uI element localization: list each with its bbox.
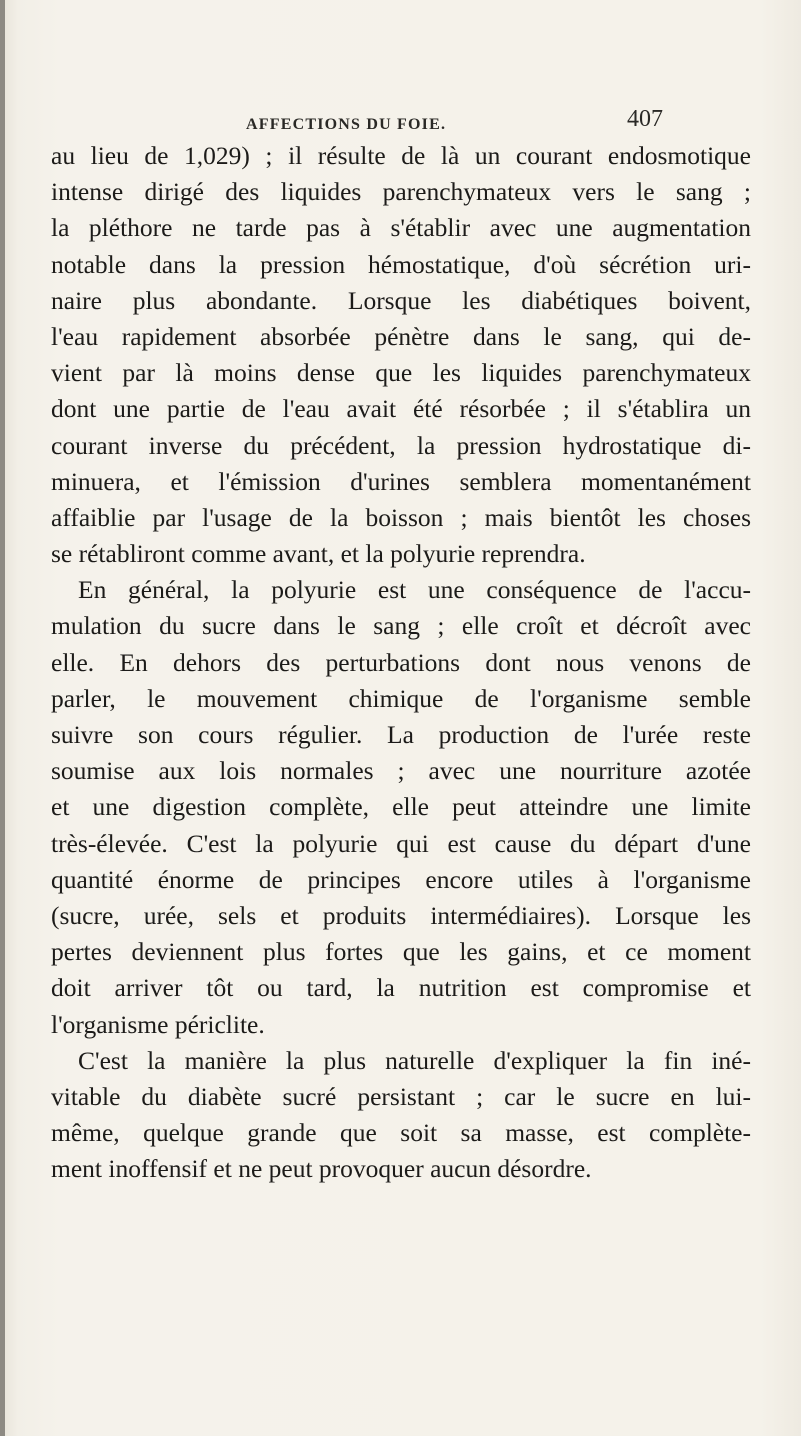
text-line: doit arriver tôt ou tard, la nutrition est compromise et xyxy=(51,973,751,1003)
text-line: dont une partie de l'eau avait été résorbée ; il s'établira un xyxy=(51,394,751,424)
text-line: affaiblie par l'usage de la boisson ; mais bientôt les choses xyxy=(51,502,751,532)
text-line: pertes deviennent plus fortes que les gains, et ce moment xyxy=(51,937,751,967)
text-line: elle. En dehors des perturbations dont nous venons de xyxy=(51,647,751,677)
text-line: et une digestion complète, elle peut atteindre une limite xyxy=(51,792,751,822)
text-line: En général, la polyurie est une conséquence de l'accu- xyxy=(78,575,751,605)
text-line: mulation du sucre dans le sang ; elle croît et décroît avec xyxy=(51,611,751,641)
text-line: (sucre, urée, sels et produits intermédiaires). Lorsque les xyxy=(51,900,751,930)
running-title: AFFECTIONS DU FOIE. xyxy=(246,116,447,133)
text-line: l'eau rapidement absorbée pénètre dans le sang, qui de- xyxy=(51,321,751,351)
text-line: parler, le mouvement chimique de l'organisme semble xyxy=(51,683,751,713)
text-line: la pléthore ne tarde pas à s'établir avec une augmentation xyxy=(51,213,751,243)
text-line: se rétabliront comme avant, et la polyurie reprendra. xyxy=(51,539,586,569)
text-line: quantité énorme de principes encore utiles à l'organisme xyxy=(51,864,751,894)
text-line: très-élevée. C'est la polyurie qui est cause du départ d'une xyxy=(51,828,751,858)
text-line: C'est la manière la plus naturelle d'expliquer la fin iné- xyxy=(78,1045,751,1075)
page-binding-edge xyxy=(0,0,5,1436)
text-line: minuera, et l'émission d'urines semblera momentanément xyxy=(51,466,751,496)
text-line: suivre son cours régulier. La production de l'urée reste xyxy=(51,720,751,749)
text-line: soumise aux lois normales ; avec une nourriture azotée xyxy=(51,756,751,786)
text-line: vient par là moins dense que les liquides parenchymateux xyxy=(51,358,751,388)
text-line: au lieu de 1,029) ; il résulte de là un courant endosmotique xyxy=(51,141,751,170)
text-line: l'organisme périclite. xyxy=(51,1009,265,1039)
text-line: même, quelque grande que soit sa masse, est complète- xyxy=(51,1118,751,1148)
text-line: notable dans la pression hémostatique, d'où sécrétion uri- xyxy=(51,249,751,279)
text-line: vitable du diabète sucré persistant ; car le sucre en lui- xyxy=(51,1081,751,1111)
text-line: courant inverse du précédent, la pression hydrostatique di- xyxy=(51,430,751,460)
text-line: intense dirigé des liquides parenchymateux vers le sang ; xyxy=(51,177,751,207)
text-line: naire plus abondante. Lorsque les diabétiques boivent, xyxy=(51,285,751,315)
page-number: 407 xyxy=(627,106,663,132)
body-text xyxy=(51,138,751,1187)
text-line: ment inoffensif et ne peut provoquer aucun désordre. xyxy=(51,1154,592,1184)
